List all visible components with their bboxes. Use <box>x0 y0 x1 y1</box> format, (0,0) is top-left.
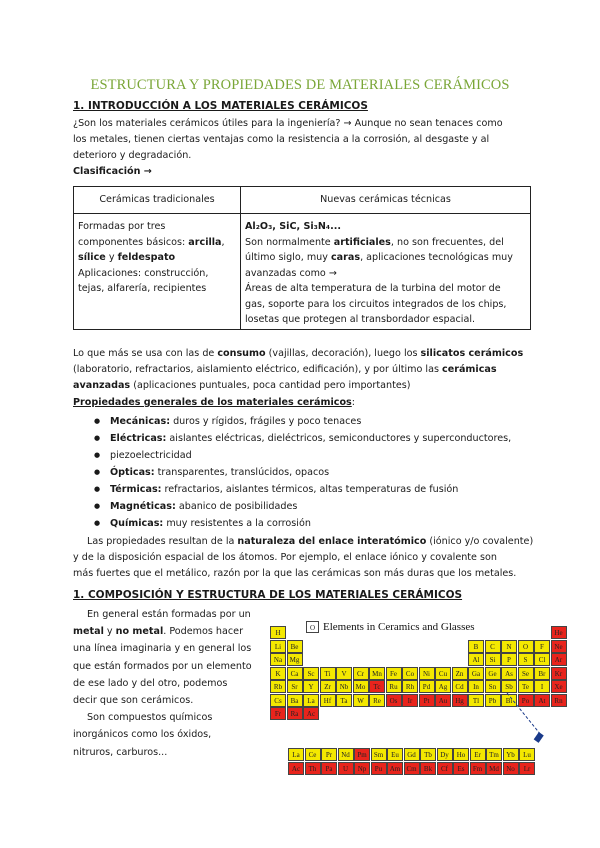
element-cell: Er <box>470 748 486 761</box>
element-cell: Na <box>270 653 286 666</box>
element-cell: Pr <box>321 748 337 761</box>
legend-symbol: O <box>306 621 319 633</box>
element-cell: Sr <box>287 680 303 693</box>
element-cell: Es <box>453 762 469 775</box>
cell-line: gas, soporte para los circuitos integrados de los chips, <box>245 298 507 310</box>
element-cell: Mg <box>287 653 303 666</box>
bonding-paragraph: Las propiedades resultan de la naturaleza del enlace interatómico (iónico y/o covalente) y de la disposición espacial de los átomos. Por ejemplo, el enlace iónico y covalente son más fuertes que el metálico, razón por la que las cerámicas son más duras que los metales. <box>73 536 534 579</box>
element-cell: Nd <box>338 748 354 761</box>
element-cell: Be <box>287 640 303 653</box>
element-cell: Am <box>387 762 403 775</box>
element-cell: Sm <box>371 748 387 761</box>
periodic-table-figure <box>259 617 563 777</box>
element-cell: Eu <box>387 748 403 761</box>
element-cell: W <box>353 694 369 707</box>
element-cell: He <box>551 626 567 639</box>
cell-line: Formadas por tres <box>78 221 166 232</box>
intro-line: los metales, tienen ciertas ventajas como la resistencia a la corrosión, al desgaste y al <box>73 134 490 145</box>
element-cell: Sb <box>501 680 517 693</box>
element-cell: Ge <box>485 667 501 680</box>
table-header-traditional: Cerámicas tradicionales <box>74 187 240 214</box>
element-cell: K <box>270 667 286 680</box>
element-cell: F <box>534 640 550 653</box>
cell-line: tejas, alfarería, recipientes <box>78 283 207 294</box>
element-cell: Lr <box>519 762 535 775</box>
element-cell: Ti <box>320 667 336 680</box>
element-cell: Nb <box>336 680 352 693</box>
element-cell: Yb <box>503 748 519 761</box>
document-title: ESTRUCTURA Y PROPIEDADES DE MATERIALES CERÁMICOS <box>90 77 510 93</box>
element-cell: Lu <box>519 748 535 761</box>
element-cell: Os <box>386 694 402 707</box>
element-cell: Dy <box>437 748 453 761</box>
section1-heading: 1. INTRODUCCIÓN A LOS MATERIALES CERÁMICOS <box>73 100 368 112</box>
element-cell: Te <box>518 680 534 693</box>
element-cell: Kr <box>551 667 567 680</box>
element-cell: Ca <box>287 667 303 680</box>
element-cell: U <box>338 762 354 775</box>
element-cell: Ba <box>287 694 303 707</box>
element-cell: I <box>534 680 550 693</box>
element-cell: Ac <box>303 707 319 720</box>
cell-line: Aplicaciones: construcción, <box>78 267 209 279</box>
element-cell: La <box>288 748 304 761</box>
list-item: ● Eléctricas: aislantes eléctricas, dieléctricos, semiconductores y superconductores, <box>96 430 536 447</box>
classification-table <box>73 186 531 330</box>
element-cell: S <box>518 653 534 666</box>
element-cell: Ru <box>386 680 402 693</box>
cell-line: último siglo, muy caras, aplicaciones tecnológicas muy <box>245 252 513 263</box>
cell-line: Áreas de alta temperatura de la turbina del motor de <box>245 283 501 294</box>
element-cell: Cr <box>353 667 369 680</box>
element-cell: Ce <box>305 748 321 761</box>
element-cell: Br <box>534 667 550 680</box>
element-cell: Cl <box>534 653 550 666</box>
element-cell: Gd <box>404 748 420 761</box>
element-cell: Ta <box>336 694 352 707</box>
list-item: ● Térmicas: refractarios, aislantes térmicos, altas temperaturas de fusión <box>96 481 536 498</box>
element-cell: Re <box>369 694 385 707</box>
element-cell: Co <box>402 667 418 680</box>
element-cell: Bi <box>501 694 517 707</box>
element-cell: Ar <box>551 653 567 666</box>
element-cell: Pm <box>354 748 370 761</box>
element-cell: Hf <box>320 694 336 707</box>
element-cell: Fr <box>270 707 286 720</box>
element-cell: In <box>468 680 484 693</box>
element-cell: Al <box>468 653 484 666</box>
intro-line: deterioro y degradación. <box>73 150 192 161</box>
formulas: Al₂O₃, SiC, Si₃N₄... <box>245 221 342 232</box>
element-cell: Mo <box>353 680 369 693</box>
element-cell: Np <box>354 762 370 775</box>
clasificacion-label: Clasificación → <box>73 166 152 177</box>
element-cell: Rn <box>551 694 567 707</box>
element-cell: Ac <box>288 762 304 775</box>
element-cell: Ir <box>402 694 418 707</box>
element-cell: Po <box>518 694 534 707</box>
element-cell: Rh <box>402 680 418 693</box>
element-cell: Y <box>303 680 319 693</box>
element-cell: Tb <box>420 748 436 761</box>
element-cell: Ho <box>453 748 469 761</box>
element-cell: N <box>501 640 517 653</box>
composition-paragraph: En general están formadas por un metal y no metal. Podemos hacer una línea imaginaria y en general los que están formados por un elemento de ese lado y del otro, podemos decir que son cerámicos. Son compuestos químicos inorgánicos como los óxidos, nitruros, carburos... <box>73 609 252 758</box>
element-cell: Tl <box>468 694 484 707</box>
element-cell: Sn <box>485 680 501 693</box>
cell-line: componentes básicos: arcilla, <box>78 236 225 248</box>
element-cell: Si <box>485 653 501 666</box>
element-cell: O <box>518 640 534 653</box>
element-cell: Cf <box>437 762 453 775</box>
cell-line: sílice y feldespato <box>78 252 176 263</box>
element-cell: Ga <box>468 667 484 680</box>
element-cell: Pt <box>419 694 435 707</box>
cell-line: avanzadas como → <box>245 267 337 279</box>
element-cell: Mn <box>369 667 385 680</box>
element-cell: Zr <box>320 680 336 693</box>
element-cell: C <box>485 640 501 653</box>
intro-paragraph <box>73 116 533 180</box>
element-cell: Cm <box>404 762 420 775</box>
element-cell: Md <box>486 762 502 775</box>
element-cell: Fm <box>470 762 486 775</box>
list-item-continuation: ● piezoelectricidad <box>96 447 536 464</box>
usage-paragraph: Lo que más se usa con las de consumo (vajillas, decoración), luego los silicatos cerámicos (laboratorio, refractarios, aislamiento eléctrico, edificación), y por último las cerámicas avanzadas (aplicaciones puntuales, poca cantidad pero importantes) <box>73 348 524 391</box>
element-cell: Pb <box>485 694 501 707</box>
element-cell: H <box>270 626 286 639</box>
element-cell: Tm <box>486 748 502 761</box>
element-cell: Pu <box>371 762 387 775</box>
table-header-technical: Nuevas cerámicas técnicas <box>241 187 530 214</box>
element-cell: Tc <box>369 680 385 693</box>
properties-heading: Propiedades generales de los materiales cerámicos: <box>73 397 355 408</box>
element-cell: Li <box>270 640 286 653</box>
cell-line: Son normalmente artificiales, no son frecuentes, del <box>245 236 504 248</box>
element-cell: Th <box>305 762 321 775</box>
element-cell: Rb <box>270 680 286 693</box>
element-cell: V <box>336 667 352 680</box>
properties-list <box>96 413 536 532</box>
element-cell: Se <box>518 667 534 680</box>
cell-line: losetas que protegen al transbordador espacial. <box>245 314 476 325</box>
imaginary-line <box>259 617 559 777</box>
table-divider <box>240 187 241 329</box>
element-cell: Bk <box>420 762 436 775</box>
element-cell: Sc <box>303 667 319 680</box>
intro-line: ¿Son los materiales cerámicos útiles para la ingeniería? → Aunque no sean tenaces como <box>73 118 503 129</box>
element-cell: La <box>303 694 319 707</box>
section2-heading: 1. COMPOSICIÓN Y ESTRUCTURA DE LOS MATERIALES CERÁMICOS <box>73 589 463 601</box>
element-cell: P <box>501 653 517 666</box>
element-cell: Xe <box>551 680 567 693</box>
element-cell: Pa <box>321 762 337 775</box>
element-cell: Ag <box>435 680 451 693</box>
element-cell: Cs <box>270 694 286 707</box>
list-item: ● Magnéticas: abanico de posibilidades <box>96 498 536 515</box>
list-item: ● Mecánicas: duros y rígidos, frágiles y poco tenaces <box>96 413 536 430</box>
element-cell: Au <box>435 694 451 707</box>
table-cell-traditional <box>78 219 238 297</box>
element-cell: Ra <box>287 707 303 720</box>
periodic-table-title: O Elements in Ceramics and Glasses <box>306 621 475 633</box>
table-cell-technical <box>245 219 528 328</box>
element-cell: Ni <box>419 667 435 680</box>
element-cell: Ne <box>551 640 567 653</box>
element-cell: Fe <box>386 667 402 680</box>
element-cell: Zn <box>452 667 468 680</box>
element-cell: B <box>468 640 484 653</box>
element-cell: No <box>503 762 519 775</box>
element-cell: Hg <box>452 694 468 707</box>
element-cell: Cu <box>435 667 451 680</box>
element-cell: As <box>501 667 517 680</box>
element-cell: Cd <box>452 680 468 693</box>
list-item: ● Químicas: muy resistentes a la corrosión <box>96 515 536 532</box>
element-cell: At <box>534 694 550 707</box>
element-cell: Pd <box>419 680 435 693</box>
list-item: ● Ópticas: transparentes, translúcidos, opacos <box>96 464 536 481</box>
